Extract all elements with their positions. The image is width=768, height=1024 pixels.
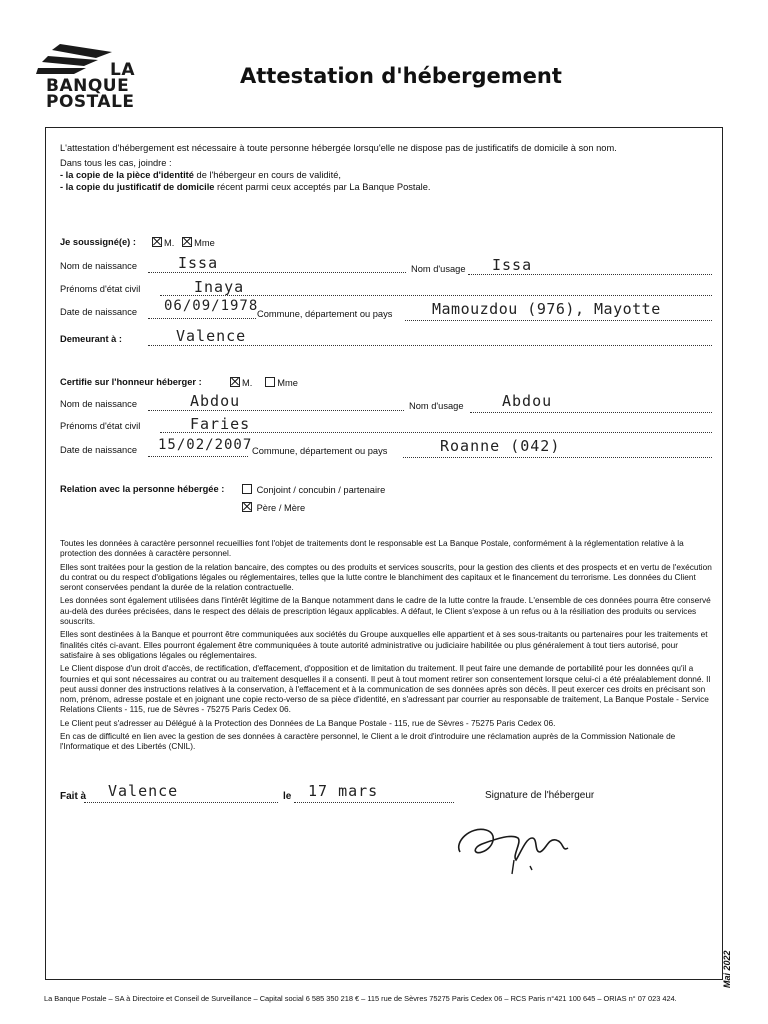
host-birth-place-field[interactable]: Roanne (042) xyxy=(440,437,561,455)
host-usage-name-line xyxy=(470,412,712,413)
hosted-birth-place-label: Commune, département ou pays xyxy=(257,309,393,319)
hosted-mme-checkbox[interactable] xyxy=(182,237,192,247)
host-birth-date-field[interactable]: 15/02/2007 xyxy=(158,437,253,453)
hosted-birth-date-field[interactable]: 06/09/1978 xyxy=(164,298,259,314)
hosted-birth-date-label: Date de naissance xyxy=(60,307,138,317)
relation-option2 xyxy=(242,502,305,513)
host-birth-date-label: Date de naissance xyxy=(60,445,138,455)
relation-heading: Relation avec la personne hébergée : xyxy=(60,484,225,494)
legal-footer: La Banque Postale – SA à Directoire et Conseil de Surveillance – Capital social 6 585 350 218 € – 115 rue de Sèvres 75275 Paris Cedex 06 – RCS Paris n°421 100 645 – ORIAS n° 07 023 424. xyxy=(44,994,677,1003)
logo-text-line2: BANQUE xyxy=(46,76,130,96)
host-mme-checkbox[interactable] xyxy=(265,377,275,387)
hosted-usage-name-label: Nom d'usage xyxy=(411,264,466,274)
hosted-birth-name-line xyxy=(148,272,406,273)
hosted-usage-name-line xyxy=(468,274,712,275)
legal-paragraph-2: Elles sont traitées pour la gestion de la relation bancaire, des comptes ou des produits et services souscrits, pour la gestion des clients et des prospects et en vertu de l'exécution du contrat ou du respect d'obligations légales ou réglementaires, telles que la lutte contre le blanchiment des capitaux et le financement du terrorisme. Les données du Client seront conservées pendant la durée de la relation contractuelle. xyxy=(60,561,712,593)
host-birth-date-line xyxy=(148,456,248,457)
hosted-m-checkbox[interactable] xyxy=(152,237,162,247)
intro-bullet2-rest: récent parmi ceux acceptés par La Banque Postale. xyxy=(214,182,431,192)
hosted-civility xyxy=(152,237,215,248)
hosted-birth-name-field[interactable]: Issa xyxy=(178,254,219,272)
signing-date-field[interactable]: 17 mars xyxy=(308,782,379,800)
signing-date-label: le xyxy=(283,791,292,802)
signing-place-line xyxy=(84,802,278,803)
host-mme-label: Mme xyxy=(277,378,298,388)
host-birth-place-line xyxy=(403,457,712,458)
hosted-heading: Je soussigné(e) : xyxy=(60,237,136,247)
host-birth-name-line xyxy=(148,410,404,411)
relation-option1-checkbox[interactable] xyxy=(242,484,252,494)
hosted-address-line xyxy=(148,345,712,346)
logo-text-line3: POSTALE xyxy=(46,92,135,112)
host-usage-name-field[interactable]: Abdou xyxy=(502,392,553,410)
hosted-address-label: Demeurant à : xyxy=(60,334,122,344)
host-birth-name-label: Nom de naissance xyxy=(60,399,137,409)
intro-line1: L'attestation d'hébergement est nécessaire à toute personne hébergée lorsqu'elle ne dispose pas de justificatifs de domicile à son nom. xyxy=(60,143,617,153)
legal-notice xyxy=(60,538,712,755)
legal-paragraph-6: Le Client peut s'adresser au Délégué à la Protection des Données de La Banque Postale - 115, rue de Sèvres - 75275 Paris Cedex 06. xyxy=(60,717,556,728)
intro-bullet2-bold: - la copie du justificatif de domicile xyxy=(60,182,215,192)
handwritten-signature xyxy=(452,808,582,878)
logo-wing-icon xyxy=(34,38,114,78)
hosted-birth-date-line xyxy=(148,318,256,319)
host-first-names-field[interactable]: Faries xyxy=(190,415,251,433)
legal-paragraph-1: Toutes les données à caractère personnel recueillies font l'objet de traitements dont le responsable est La Banque Postale, conformément à la réglementation relative à la protection des données à caractère personnel. xyxy=(60,538,684,559)
hosted-m-label: M. xyxy=(164,238,175,248)
logo-text-line1: LA xyxy=(110,60,135,80)
legal-paragraph-7: En cas de difficulté en lien avec la gestion de ses données à caractère personnel, le Client a le droit d'introduire une réclamation auprès de la Commission Nationale de l'Informatique et des Libertés (CNIL). xyxy=(60,731,676,752)
la-banque-postale-logo xyxy=(34,38,154,114)
intro-line2: Dans tous les cas, joindre : xyxy=(60,158,172,168)
legal-paragraph-4: Elles sont destinées à la Banque et pourront être communiquées aux sociétés du Groupe auxquelles elle appartient et à ses sous-traitants ou partenaires pour les traitements et finalités cités ci-avant. Elles pourront également être communiquées à toute autorité administrative ou judiciaire habilitée ou plus généralement à tout tiers autorisé, pour satisfaire à ses obligations légales ou réglementaires. xyxy=(60,629,708,660)
host-civility xyxy=(230,377,298,388)
hosted-birth-place-line xyxy=(405,320,712,321)
relation-option1-label: Conjoint / concubin / partenaire xyxy=(256,485,386,495)
intro-bullet1-bold: - la copie de la pièce d'identité xyxy=(60,170,194,180)
hosted-birth-place-field[interactable]: Mamouzdou (976), Mayotte xyxy=(432,300,661,318)
relation-option2-label: Père / Mère xyxy=(256,503,306,513)
signature-label: Signature de l'hébergeur xyxy=(485,790,595,801)
signing-place-label: Fait à xyxy=(60,791,87,802)
edition-date: Mai 2022 xyxy=(722,950,732,988)
legal-paragraph-5: Le Client dispose d'un droit d'accès, de rectification, d'effacement, d'opposition et de limitation du traitement. Il peut faire une demande de portabilité pour les données qu'il a fournies et qui sont nécessaires au contrat ou au traitement desquelles il a consenti. Il peut à tout moment retirer son consentement lorsque celui-ci a été préalablement donné. Il peut aussi donner des instructions relatives à la conservation, à l'effacement et à la communication de ses données après son décès. Il peut exercer ces droits en précisant son nom, prénom, adresse postale et en joignant une copie recto-verso de sa pièce d'identité, en s'adressant par courrier au responsable de traitement, La Banque Postale - Service Relations Clients - 115, rue de Sèvres - 75275 Paris Cedex 06. xyxy=(60,663,711,715)
relation-option2-checkbox[interactable] xyxy=(242,502,252,512)
host-first-names-label: Prénoms d'état civil xyxy=(60,421,141,431)
host-heading: Certifie sur l'honneur héberger : xyxy=(60,377,202,387)
hosted-address-field[interactable]: Valence xyxy=(176,327,247,345)
host-birth-name-field[interactable]: Abdou xyxy=(190,392,241,410)
host-birth-place-label: Commune, département ou pays xyxy=(252,446,388,456)
intro-bullet1-rest: de l'hébergeur en cours de validité, xyxy=(193,170,341,180)
signing-place-field[interactable]: Valence xyxy=(108,782,179,800)
host-m-label: M. xyxy=(242,378,253,388)
relation-option1 xyxy=(242,484,385,495)
signing-date-line xyxy=(294,802,454,803)
hosted-mme-label: Mme xyxy=(194,238,215,248)
hosted-first-names-label: Prénoms d'état civil xyxy=(60,284,141,294)
intro-bullet2 xyxy=(60,181,431,193)
hosted-usage-name-field[interactable]: Issa xyxy=(492,256,533,274)
document-title: Attestation d'hébergement xyxy=(240,64,562,88)
hosted-birth-name-label: Nom de naissance xyxy=(60,261,137,271)
intro-bullet1 xyxy=(60,169,341,181)
legal-paragraph-3: Les données sont également utilisées dans l'intérêt légitime de la Banque notamment dans le cadre de la lutte contre la fraude. L'ensemble de ces données pourra être conservé au-delà des durées précisées, dans le respect des délais de prescription légaux applicables. A défaut, le Client s'expose à un refus ou à la résiliation des produits ou services souscrits. xyxy=(60,595,711,627)
host-m-checkbox[interactable] xyxy=(230,377,240,387)
hosted-first-names-field[interactable]: Inaya xyxy=(194,278,245,296)
host-usage-name-label: Nom d'usage xyxy=(409,401,464,411)
